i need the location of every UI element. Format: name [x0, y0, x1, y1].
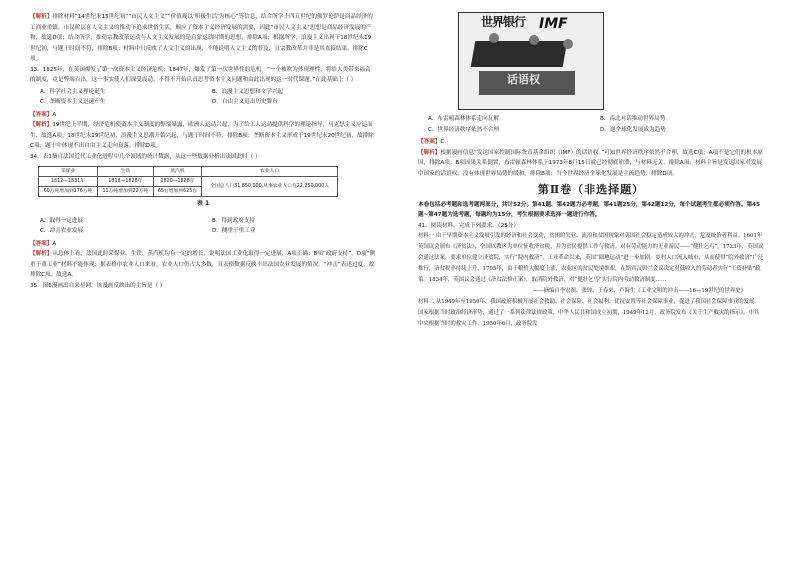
- table-cell: 1812—1831年: [39, 177, 98, 187]
- analysis-32: [30, 12, 376, 65]
- option-c: C．垄断资本主义迅速产生: [40, 99, 106, 105]
- analysis-33-text: 19世纪上半期，经济危机使资本主义制度的弊端暴露，欧洲人运动兴起，为了给工人运动提供科学的理论指导，马克思主义应运而生，故选A项；18世纪末19世纪初，浪漫主义思潮开始兴起，与题干时间不符，排除B项；垄断资本主义形成于19世纪末20世纪初，故排除C项；题干中体现不出自由主义走向衰落，排除D项。: [30, 122, 374, 149]
- table-header: 采煤业: [39, 167, 98, 177]
- analysis-35: [418, 148, 764, 180]
- answer-label: 【答案】: [30, 111, 53, 118]
- section-title: 第Ⅱ卷（非选择题）: [537, 183, 645, 196]
- left-column: [30, 12, 376, 291]
- cartoon-figure: [458, 12, 604, 110]
- material-one: 材料一 由于早期资本主义发展引发的经济和社会变动，贫困的失业、流浪和贫困现象对英国社会稳定造成较大的冲击，危及统治者利益。1601年英国议会颁布《济贫法》，全国以教区为单位征收济贫税，并为贫民提供工作与救济。对有劳动能力的无业游民——“健壮乞丐”，1723年，英国议会通过法案，要求单位建立济贫院，实行“院内救济”。工业革命以来，英国“圈地运动”进一步加剧，乡村人口流入城市，从而使得“院外救济”广泛推行，济贫税率持续上升，1795年，由于粮价大幅度上涨，农业区的贫民处境维艰，在斯宾汉姆兰会议决定对低收入的劳动者实行“工资补贴”政策。1834年，英国议会通过《济贫法修正案》，取消院外救济，对“健壮乞丐”实行院内劳动救济制度……: [418, 233, 764, 283]
- figure-text-imf: IMF: [539, 16, 568, 32]
- option-a: A．科学社会主义理论诞生: [40, 88, 106, 95]
- option-b: B．得到政府支持: [212, 217, 255, 224]
- option-c: C．世界经济秩序依然不合理: [428, 126, 500, 133]
- option-d: D．自由主义退出历史舞台: [212, 99, 278, 105]
- answer-34: [30, 239, 376, 250]
- analysis-35-text: 根据漫画信息“发达国家控制国际货币基金组织（IMF）的话语权。”可知世界经济秩序依然不合理，故选C项；A项不是它们的根本原因，排除A项；B项因果关系倒置，布雷顿森林体系于1973年8月15日就已经彻底崩溃，与材料无关，排除A项；材料主旨是发达国家对发展中国家的话语权，没有体现世界局势的缓和，排除B项；当今世界经济全球化发展是主流趋势，排除D项。: [418, 149, 763, 177]
- material-one-source: ——摘编自李宏图、张钟、王春来、卢海生《工业文明的冲击——16—19世纪的世界史》: [532, 288, 746, 294]
- figure-figure-head: [489, 33, 499, 43]
- figure-desk-shape: [471, 41, 568, 67]
- question-33-options: [40, 87, 376, 108]
- option-d: D．逆全球化发展成为趋势: [600, 126, 666, 133]
- analysis-label: 【解析】: [418, 149, 441, 156]
- analysis-34-text: 从总体上看，法国此时采煤业、生铁、蒸汽机均有一定的增长，说明法国工业化取得一定进展，A项正确；B项“政府支持”、D项“侧重于重工业”材料不能体现；据表格中农业人口来看，农业人口仍占大多数，且表格数据反映不出法国农业发展的情况，“冲击”表述过度，故排除C项。故选A。: [30, 251, 376, 278]
- question-34: 34．表1摘自法国近代工业化进程中几个领域的统计数据，从这一些数据分析出法国此时（ ）: [30, 153, 261, 160]
- question-35-options: [428, 114, 764, 135]
- figure-text-world-bank: 世界银行: [481, 15, 526, 29]
- figure-figure-head: [529, 35, 539, 45]
- option-a: A．布雷顿森林体系走向瓦解: [428, 116, 499, 122]
- answer-33: [30, 110, 376, 121]
- table-header: 农业人口: [202, 167, 338, 177]
- answer-34-value: A: [52, 240, 57, 247]
- figure-figure-head: [563, 39, 573, 49]
- table-row: [39, 177, 338, 187]
- section-intro: 本卷包括必考题和选考题两部分，共计52分。第41题、第42题为必考题，第41题25分，第42题12分，每个试题考生都必须作答。第45题~第47题为选考题，每题均为15分，考生根据要求选择一题进行作答。: [418, 201, 760, 218]
- table-cell: 65台增加到625台: [153, 187, 202, 197]
- option-b: B．浪漫主义思想和文学兴起: [212, 88, 283, 95]
- answer-label: 【答案】: [30, 240, 53, 247]
- material-two: 材料二 从1949年至1956年，我国政府积极开展社会救助、社会保险、社会福利、优抚安置等社会保障事业，促进了我国社会保障事业的发展。国家根据当时政治经济形势，通过了一系列法律法规政策，中华人民共和国成立初期，1949年12月，政务院发布《关于生产救灾的指示》，中共中央根据当时的救灾工作，1950年6月，政务院发: [418, 299, 760, 327]
- figure-text-discourse-power: 话语权: [507, 73, 540, 86]
- table-header: 生铁: [98, 167, 154, 177]
- table-header: 蒸汽机: [153, 167, 202, 177]
- answer-35: [418, 137, 764, 148]
- table-caption: 表 1: [196, 200, 210, 207]
- analysis-label: 【解析】: [30, 122, 53, 128]
- answer-33-value: A: [52, 111, 57, 118]
- question-35: 35．图6漫画出自来星网，该漫画反映出的主旨是（ ）: [30, 282, 166, 289]
- analysis-32-text: 排除材料“14世纪末15世纪初”“市民人文主义”“价值观以‘积极生活’为核心”等信息，结合所学十四五世纪的佛罗伦萨是商品经济的工商业重镇，市民阶层在人文主义的推动下追求世俗生活，顺应了资本主义经济发展的需要，因此“市民人文主义”思想是商品经济发展的产物，故选D项；结合所学，推动宗教改革运动与人文主义发展的是启蒙运动时期的思想，排除A项；根据所学，浪漫主义出现于18世纪末19世纪初，与题干时间不符，排除B项；材料中只反映了人文主义的出现，不能说明人文主义的普及，且宗教改革并非是其直接结果，排除C项。: [30, 14, 373, 62]
- answer-label: 【答案】: [418, 139, 441, 145]
- question-34-options: [40, 216, 376, 237]
- table-cell: 11万吨增加到22万吨: [98, 187, 154, 197]
- option-c: C．冲击农业发展: [40, 228, 84, 234]
- analysis-34: [30, 249, 376, 281]
- option-d: D．侧重于重工业: [212, 228, 256, 234]
- table-cell: 60万吨增加到176万吨: [39, 187, 98, 197]
- option-b: B．南北对话推动世界局势: [600, 116, 666, 122]
- table-header-row: [39, 167, 338, 177]
- table-cell: 全国总人口31,850,000,从事农业人口有22,250,000人: [202, 177, 338, 197]
- right-column: [418, 12, 764, 330]
- analysis-label: 【解析】: [30, 14, 53, 20]
- question-33: 33．1825年，在英国爆发了第一次资本主义经济危机；1847年，爆发了第一次世界性的危机。“一个被吹为体现理性，将给人类带来福音的制度，竟是弊端百出，这一事实使人们深受震动，不得不开始认真思考资本主义问题和由此出现的这一时代课题。”在此基础上（ ）: [30, 66, 371, 83]
- table-cell: 1818—1828年: [98, 177, 154, 187]
- table-cell: 1820—1828年: [153, 177, 202, 187]
- data-table: [38, 166, 338, 197]
- analysis-label: 【解析】: [30, 251, 53, 257]
- question-41: 41．阅读材料，完成下列要求。（25分）: [418, 222, 519, 229]
- analysis-33: [30, 120, 376, 152]
- answer-35-value: C: [440, 139, 445, 145]
- option-a: A．取得一定进展: [40, 217, 83, 224]
